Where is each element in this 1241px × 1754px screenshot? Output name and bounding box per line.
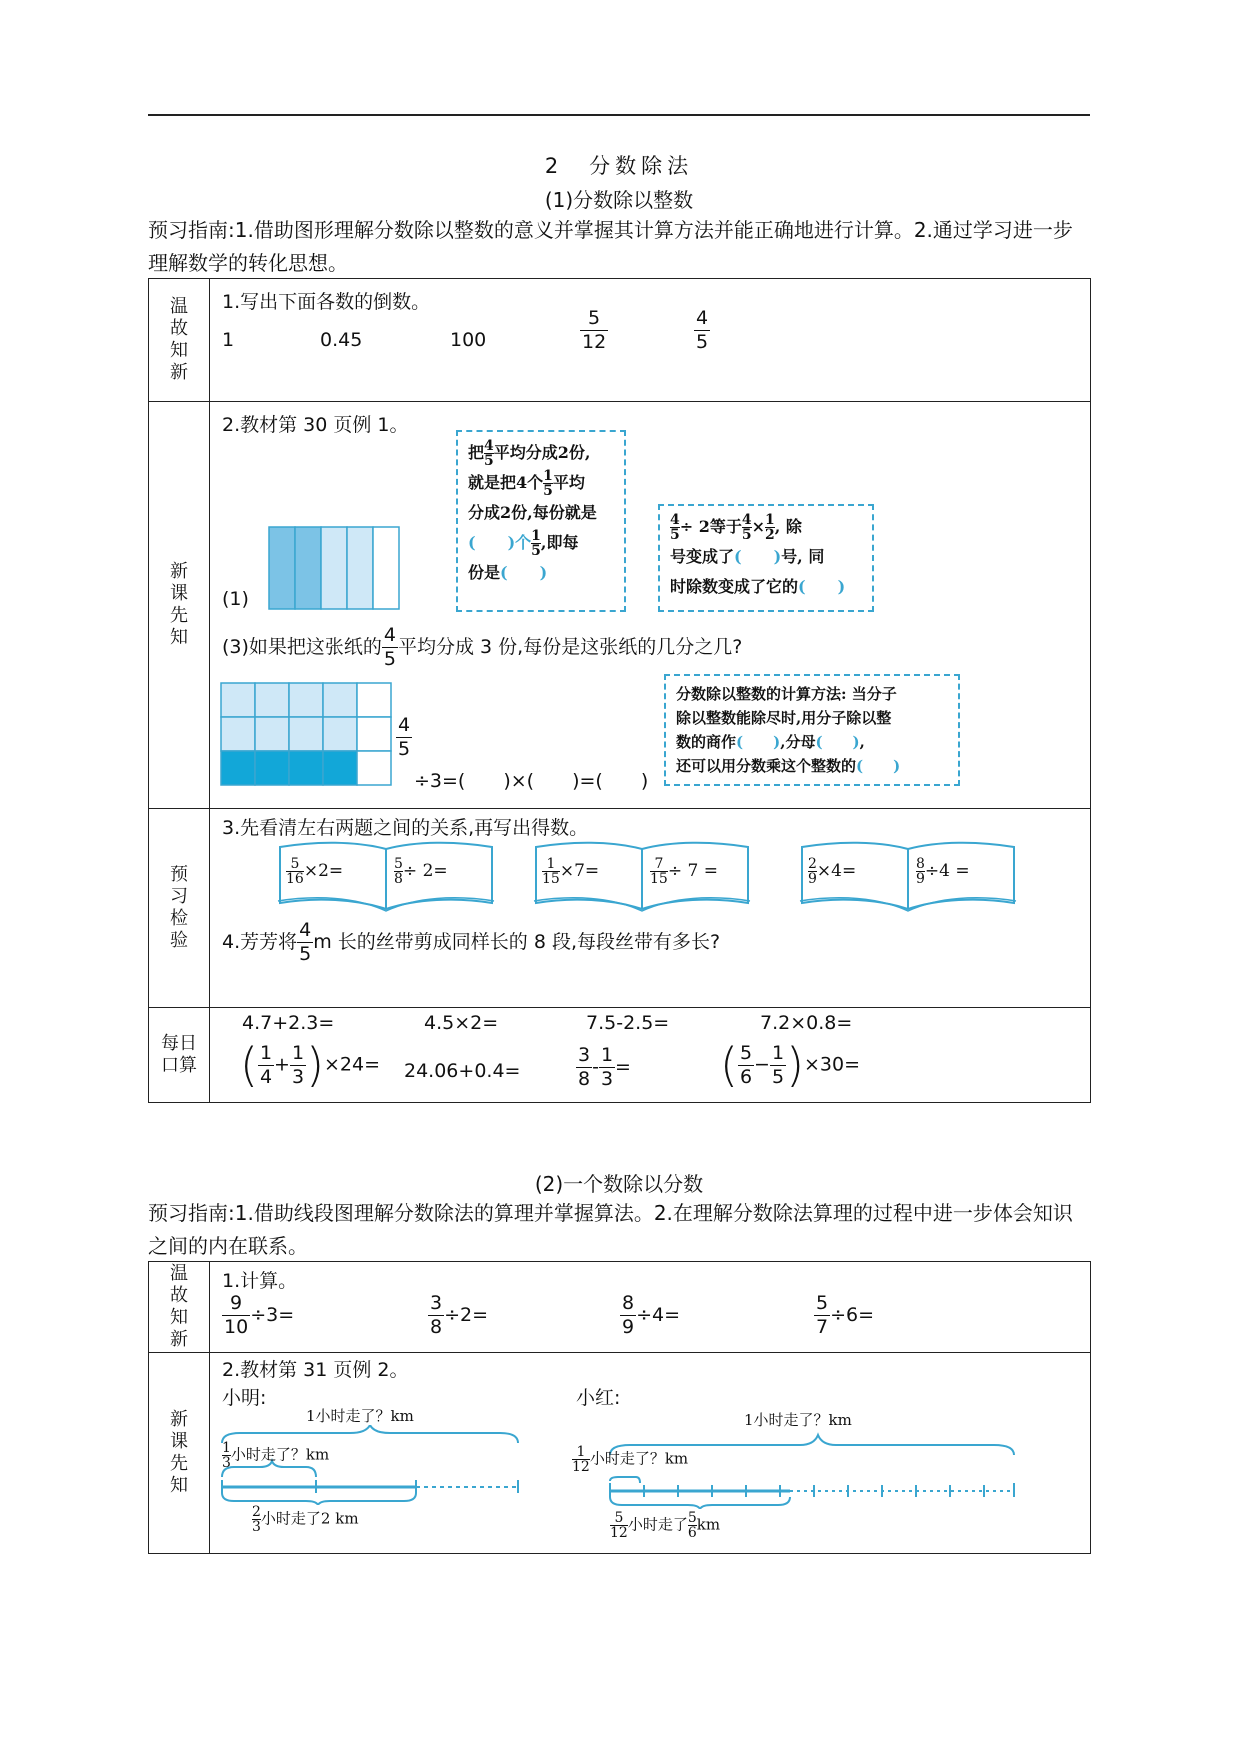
q2-equation: ÷3=( )×( )=( ): [414, 770, 649, 792]
label-daily: 每日口算: [149, 1008, 210, 1103]
p2-q1-prompt: 1.计算。: [222, 1270, 298, 1292]
page-title: 2 分数除法: [544, 154, 694, 178]
daily-8: ( $\frac{5}{6}$ − $\frac{1}{5}$ )×30=: [720, 1038, 861, 1092]
q1-fraction-2: $\frac{4}{5}$: [696, 307, 709, 353]
review-cell: [210, 279, 1091, 402]
xm-bottom-label: $\frac{2}{3}$ 小时走了2 km: [252, 1504, 359, 1535]
q1-item-3: 100: [450, 329, 487, 351]
review-cell-2: [210, 1262, 1091, 1353]
hint-box-3: 分数除以整数的计算方法: 当分子 除以整数能除尽时,用分子除以整 数的商作( ),分母( ), 还可以用分数乘这个整数的( ): [664, 674, 960, 786]
label-review-2: 温故知新: [149, 1262, 210, 1353]
q1-prompt: 1.写出下面各数的倒数。: [222, 291, 431, 313]
p2-calc-1: $\frac{9}{10}$ ÷3=: [224, 1292, 295, 1338]
section-title-1: (1)分数除以整数: [544, 188, 694, 212]
xm-top-label: 1小时走了？km: [306, 1407, 414, 1425]
daily-4: 7.2×0.8=: [760, 1012, 853, 1034]
preview-guide-1: 预习指南:1.借助图形理解分数除以整数的意义并掌握其计算方法并能正确地进行计算。2.通过学习进一步理解数学的转化思想。: [148, 218, 1073, 275]
label-review: 温故知新: [149, 279, 210, 402]
book-2: $\frac{1}{15}$ ×7= $\frac{7}{15}$ ÷ 7 =: [532, 841, 752, 915]
book-3: $\frac{2}{9}$ ×4= $\frac{8}{9}$ ÷4 =: [798, 841, 1018, 915]
q2-prompt: 2.教材第 30 页例 1。: [222, 414, 409, 436]
section-title-2: (2)一个数除以分数: [534, 1172, 704, 1196]
xm-mid-label: $\frac{1}{3}$ 小时走了？km: [222, 1440, 330, 1471]
q1-fraction-1: $\frac{5}{12}$: [582, 307, 607, 353]
daily-2: 4.5×2=: [424, 1012, 499, 1034]
new-cell: [210, 402, 1091, 809]
hint-box-1: 把 $\frac{4}{5}$ 平均分成2份, 就是把4个 $\frac{1}{5}$ 平均 分成2份,每份就是 ( )个 $\frac{1}{5}$ ,即每 份是( ): [456, 430, 626, 612]
grid-figure: [220, 682, 392, 786]
label-check: 预习检验: [149, 809, 210, 1008]
q1-item-2: 0.45: [320, 329, 363, 351]
header-rule: [148, 114, 1090, 116]
book-1: $\frac{5}{16}$ ×2= $\frac{5}{8}$ ÷ 2=: [276, 841, 496, 915]
daily-6: 24.06+0.4=: [404, 1060, 521, 1082]
xh-mid-label: $\frac{1}{12}$ 小时走了？km: [572, 1444, 689, 1475]
p2-q2-prompt: 2.教材第 31 页例 2。: [222, 1359, 409, 1381]
hint-box-2: $\frac{4}{5}$ ÷ 2等于 $\frac{4}{5}$ × $\frac{1}{2}$ , 除 号变成了( )号, 同 时除数变成了它的( ): [658, 504, 874, 612]
q3-prompt: 3.先看清左右两题之间的关系,再写出得数。: [222, 817, 589, 839]
p2-calc-2: $\frac{3}{8}$ ÷2=: [430, 1292, 489, 1338]
xiaoming-label: 小明:: [222, 1387, 267, 1409]
q2-sub1: (1): [222, 588, 249, 610]
strip-figure: [268, 526, 404, 610]
daily-7: $\frac{3}{8}$ - $\frac{1}{3}$ =: [578, 1044, 631, 1090]
daily-1: 4.7+2.3=: [242, 1012, 335, 1034]
new-cell-2: [210, 1353, 1091, 1554]
preview-guide-2: 预习指南:1.借助线段图理解分数除法的算理并掌握算法。2.在理解分数除法算理的过程中进一步体会知识之间的内在联系。: [148, 1201, 1073, 1258]
q1-item-1: 1: [222, 329, 235, 351]
xh-bottom-label: $\frac{5}{12}$ 小时走了 $\frac{5}{6}$ km: [610, 1510, 721, 1541]
xiaohong-label: 小红:: [576, 1387, 621, 1409]
xiaoming-bottom-brace: [220, 1491, 420, 1505]
q2-eq-fraction: $\frac{4}{5}$: [398, 714, 411, 760]
q4: 4.芳芳将 $\frac{4}{5}$ m 长的丝带剪成同样长的 8 段,每段丝带有多长?: [222, 919, 721, 965]
daily-3: 7.5-2.5=: [586, 1012, 670, 1034]
p2-calc-3: $\frac{8}{9}$ ÷4=: [622, 1292, 681, 1338]
part2-table: [148, 1261, 1091, 1554]
q2-sub3: (3)如果把这张纸的 $\frac{4}{5}$ 平均分成 3 份,每份是这张纸的几分之几?: [222, 624, 743, 670]
xiaohong-bottom-brace: [608, 1495, 798, 1509]
daily-cell: [210, 1008, 1091, 1103]
daily-5: ( $\frac{1}{4}$ + $\frac{1}{3}$ )×24=: [240, 1038, 381, 1092]
label-new-2: 新课先知: [149, 1353, 210, 1554]
p2-calc-4: $\frac{5}{7}$ ÷6=: [816, 1292, 875, 1338]
label-new: 新课先知: [149, 402, 210, 809]
xh-top-label: 1小时走了？km: [744, 1411, 852, 1429]
check-cell: [210, 809, 1091, 1008]
part1-table: [148, 278, 1091, 1103]
